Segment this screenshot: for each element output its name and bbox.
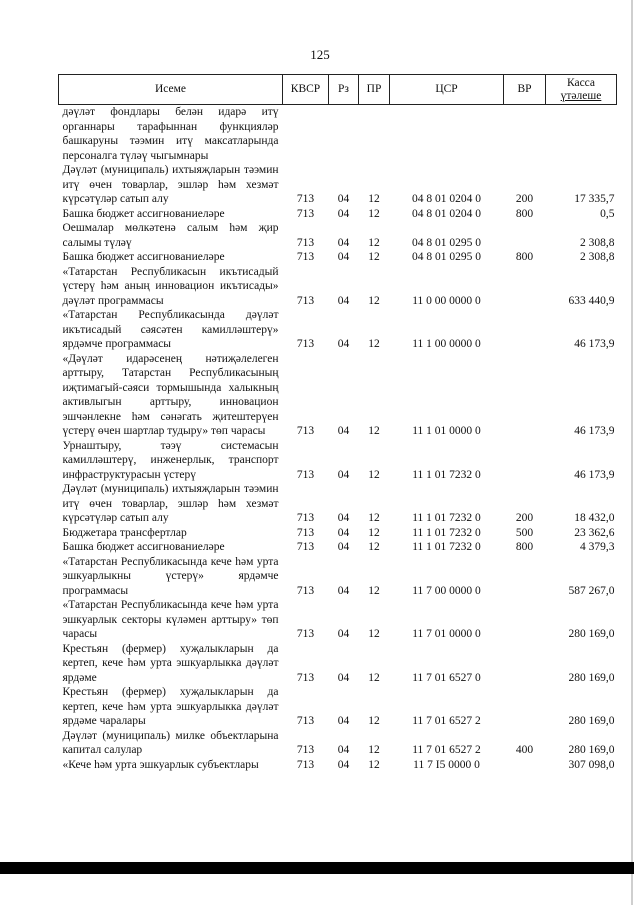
cell-name: Бюджетара трансфертлар [62,526,187,539]
cell-rz: 04 [337,251,350,263]
table-row [59,207,617,222]
cell-kassa: 280 169,0 [568,715,615,727]
cell-vr: 500 [515,526,534,539]
cell-name: «Татарстан Республикасында кече һәм урта эшкуарлык секторы күләмен арттыру» төп чарасы [62,599,279,640]
cell-kvsr: 713 [296,468,315,481]
cell-pr: 12 [368,758,380,771]
cell-kvsr: 713 [296,338,315,350]
cell-kassa: 46 173,9 [574,468,615,481]
cell-vr: 800 [515,541,534,553]
table-row [59,642,617,686]
cell-csr: 11 1 01 7232 0 [412,512,481,524]
cell-rz: 04 [337,526,350,539]
cell-vr: 200 [515,512,534,524]
cell-kvsr: 713 [296,526,315,539]
cell-pr: 12 [368,744,380,756]
cell-kvsr: 713 [296,193,315,205]
cell-csr: 04 8 01 0295 0 [412,236,481,249]
table-row [59,482,617,526]
cell-name: Дәүләт (муниципаль) милке объектларына капитал салулар [62,729,279,756]
cell-rz: 04 [337,541,350,553]
cell-vr [504,352,546,439]
cell-kvsr: 713 [296,628,315,640]
cell-kassa: 587 267,0 [568,584,615,597]
cell-kvsr: 713 [296,251,315,263]
cell-kvsr: 713 [296,541,315,553]
header-csr: ЦСР [390,75,504,105]
cell-name: Башка бюджет ассигнованиеләре [62,541,225,553]
cell-vr [504,685,546,729]
cell-vr: 800 [515,251,534,263]
table-row [59,729,617,758]
table-row [59,540,617,555]
cell-name: дәүләт фондлары белән идарә итү органнары тарафыннан функцияләр башкаруны тәэмин итү максатларында персоналга түләү чыгымнары [62,106,279,162]
cell-kvsr: 713 [296,512,315,524]
table-header [59,75,617,105]
cell-rz: 04 [337,512,350,524]
table-body [59,105,617,773]
cell-kassa: 17 335,7 [574,193,615,205]
cell-kvsr: 713 [296,425,315,437]
cell-rz: 04 [337,758,350,771]
header-rz: Рз [329,75,359,105]
table-row [59,439,617,483]
cell-rz: 04 [337,193,350,205]
header-kassa [546,75,617,105]
cell-pr: 12 [368,512,380,524]
cell-kvsr: 713 [296,584,315,597]
cell-kassa: 18 432,0 [574,512,615,524]
cell-kassa: 23 362,6 [574,526,615,539]
cell-csr: 11 7 01 6527 0 [412,671,481,684]
cell-kvsr: 713 [296,744,315,756]
cell-rz: 04 [337,628,350,640]
cell-name: «Кече һәм урта эшкуарлык субъектлары [62,758,259,771]
cell-vr: 200 [515,193,534,205]
cell-kassa: 0,5 [600,207,615,220]
cell-csr: 11 1 01 0000 0 [412,425,481,437]
cell-name: «Татарстан Республикасын икътисадый үстерү һәм аның инновацион икътисады» дәүләт программасы [62,265,279,307]
cell-vr [504,758,546,773]
cell-pr: 12 [368,425,380,437]
cell-pr: 12 [368,541,380,553]
cell-name: Урнаштыру, тәэү системасын камилләштерү, инженерлык, транспорт инфраструктурасын үстерү [62,439,279,481]
cell-pr: 12 [368,207,380,220]
table-row [59,105,617,164]
header-vr: ВР [504,75,546,105]
cell-rz: 04 [337,425,350,437]
cell-kassa: 280 169,0 [568,628,615,640]
cell-kassa [546,105,617,164]
cell-vr [504,265,546,309]
cell-csr: 11 7 I5 0000 0 [413,758,480,771]
table-row [59,308,617,352]
cell-rz: 04 [337,294,350,307]
cell-pr: 12 [368,338,380,350]
cell-kassa: 633 440,9 [568,294,615,307]
cell-rz: 04 [337,236,350,249]
cell-csr: 04 8 01 0204 0 [412,193,481,205]
scan-edge [631,0,633,905]
cell-name: Дәүләт (муниципаль) ихтыяҗларын тәэмин итү өчен товарлар, эшләр һәм хезмәт күрсәтүләр сатып алу [62,164,279,205]
cell-pr: 12 [368,671,380,684]
table-row [59,221,617,250]
cell-rz: 04 [337,744,350,756]
cell-csr: 11 1 00 0000 0 [412,338,481,350]
cell-vr [504,221,546,250]
cell-rz: 04 [337,584,350,597]
cell-vr: 400 [515,744,534,756]
table-row [59,265,617,309]
cell-name: «Татарстан Республикасында кече һәм урта эшкуарлыкны үстерү» ярдәмче программасы [62,555,279,597]
cell-vr [504,439,546,483]
cell-vr [504,555,546,599]
header-kassa-line1: Касса [566,76,596,89]
cell-pr: 12 [368,628,380,640]
cell-pr: 12 [368,193,380,205]
cell-kassa: 4 379,3 [580,541,615,553]
cell-kassa: 280 169,0 [568,744,615,756]
cell-kassa: 307 098,0 [568,758,615,771]
scan-bottom-bar [0,862,634,874]
cell-name: Дәүләт (муниципаль) ихтыяҗларын тәэмин итү өчен товарлар, эшләр һәм хезмәт күрсәтүләр сатып алу [62,483,279,524]
cell-rz: 04 [337,207,350,220]
table-row [59,758,617,773]
table-row [59,352,617,439]
cell-name: «Дәүләт идарәсенең нәтиҗәлелеген арттыру, Татарстан Республикасының иҗтимагый-сәяси тормышында халыкның активлыгын арттыру, инновацион эшчәнлекне һәм сәнәгать җитештерүен үстерү өчен шартлар тудыру» төп чарасы [62,352,279,437]
table-row [59,163,617,207]
cell-pr: 12 [368,526,380,539]
cell-kvsr [283,105,329,164]
cell-vr [504,308,546,352]
header-pr: ПР [359,75,390,105]
cell-rz: 04 [337,715,350,727]
table-row [59,685,617,729]
cell-csr: 11 1 01 7232 0 [412,526,481,539]
table-row [59,555,617,599]
cell-rz: 04 [337,671,350,684]
header-name: Исеме [59,75,283,105]
cell-name: Крестьян (фермер) хуҗалыкларын да кертеп, кече һәм урта эшкуарлыкка дәүләт ярдәме чаралары [62,686,279,727]
table-row [59,250,617,265]
cell-rz: 04 [337,338,350,350]
cell-kvsr: 713 [296,671,315,684]
cell-kassa: 280 169,0 [568,671,615,684]
cell-csr: 04 8 01 0295 0 [412,251,481,263]
cell-pr: 12 [368,251,380,263]
header-kassa-line2: үтәлеше [560,89,602,102]
cell-vr: 800 [515,207,534,220]
cell-name: Башка бюджет ассигнованиеләре [62,207,225,220]
table-row [59,526,617,541]
cell-kvsr: 713 [296,294,315,307]
budget-table [58,74,617,772]
cell-pr: 12 [368,236,380,249]
cell-name: Крестьян (фермер) хуҗалыкларын да кертеп, кече һәм урта эшкуарлыкка дәүләт ярдәме [62,642,279,684]
header-kvsr: КВСР [283,75,329,105]
cell-csr: 11 7 00 0000 0 [412,584,481,597]
cell-rz: 04 [337,468,350,481]
cell-pr: 12 [368,584,380,597]
cell-csr [390,105,504,164]
cell-name: «Татарстан Республикасында дәүләт икътисадый сәясәтен камилләштерү» ярдәмче программасы [62,309,279,350]
cell-name: Башка бюджет ассигнованиеләре [62,251,225,263]
cell-kassa: 46 173,9 [574,338,615,350]
cell-name: Оешмалар мөлкәтенә салым һәм җир салымы түләү [62,222,279,249]
cell-csr: 11 0 00 0000 0 [412,294,481,307]
cell-csr: 11 7 01 6527 2 [412,744,481,756]
cell-vr [504,105,546,164]
cell-kvsr: 713 [296,715,315,727]
cell-kassa: 2 308,8 [580,236,615,249]
cell-kassa: 46 173,9 [574,425,615,437]
cell-kvsr: 713 [296,207,315,220]
cell-pr: 12 [368,468,380,481]
cell-kvsr: 713 [296,236,315,249]
cell-pr [359,105,390,164]
cell-kassa: 2 308,8 [580,251,615,263]
cell-csr: 11 7 01 0000 0 [412,628,481,640]
cell-csr: 11 1 01 7232 0 [412,541,481,553]
cell-csr: 11 1 01 7232 0 [412,468,481,481]
cell-vr [504,598,546,642]
page-number: 125 [310,47,330,62]
cell-pr: 12 [368,715,380,727]
cell-csr: 11 7 01 6527 2 [412,715,481,727]
cell-kvsr: 713 [296,758,315,771]
cell-rz [329,105,359,164]
cell-vr [504,642,546,686]
table-row [59,598,617,642]
cell-pr: 12 [368,294,380,307]
cell-csr: 04 8 01 0204 0 [412,207,481,220]
